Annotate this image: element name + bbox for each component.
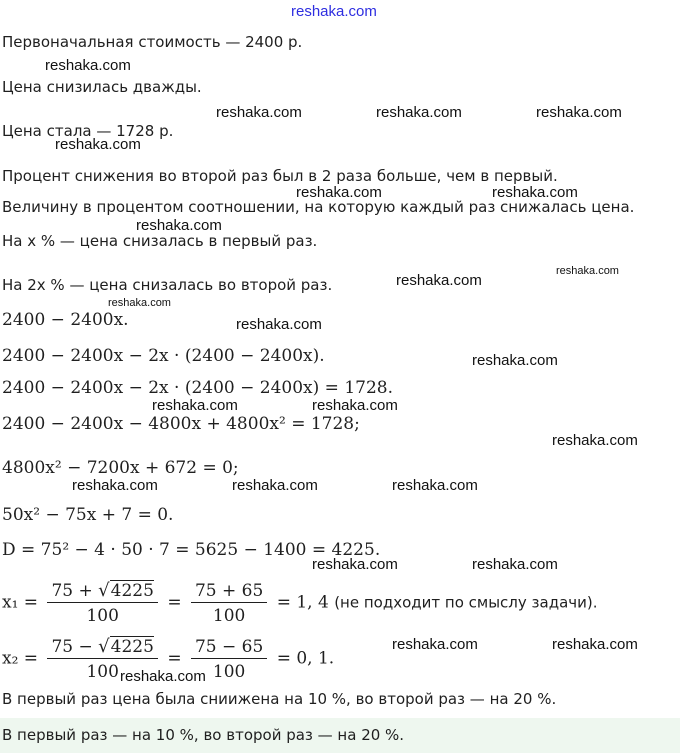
- watermark[interactable]: reshaka.com: [136, 217, 222, 234]
- root-x2-numerator-numeric: 75 − 65: [191, 637, 267, 659]
- root-x2-row: [2, 636, 334, 682]
- root-x2-fraction: [47, 636, 157, 682]
- root-x2-numerator: 75 −: [51, 637, 93, 657]
- root-x1-denominator: 100: [86, 606, 119, 626]
- watermark[interactable]: reshaka.com: [312, 397, 398, 414]
- watermark[interactable]: reshaka.com: [392, 636, 478, 653]
- root-x1-equals: =: [167, 592, 182, 613]
- text-line-final-price: Цена стала — 1728 р.: [2, 122, 174, 140]
- root-x2-radicand: 4225: [110, 637, 154, 657]
- conclusion-text: В первый раз цена была сниижена на 10 %, во второй раз — на 20 %.: [2, 690, 557, 708]
- equation-setup: 2400 − 2400x − 2x · (2400 − 2400x) = 1728.: [2, 378, 393, 398]
- watermark[interactable]: reshaka.com: [536, 104, 622, 121]
- root-x2-result: = 0, 1.: [276, 648, 335, 669]
- root-x1-note: (не подходит по смыслу задачи).: [334, 593, 598, 612]
- root-x2-fraction-numeric: [191, 637, 267, 682]
- watermark[interactable]: reshaka.com: [556, 265, 619, 277]
- equation-second-price: 2400 − 2400x − 2x · (2400 − 2400x).: [2, 346, 325, 366]
- root-x2-denominator-numeric: 100: [212, 661, 246, 682]
- watermark[interactable]: reshaka.com: [108, 297, 171, 309]
- sqrt-icon: √: [98, 580, 110, 601]
- watermark[interactable]: reshaka.com: [120, 668, 206, 685]
- watermark[interactable]: reshaka.com: [152, 397, 238, 414]
- root-x2-equals: =: [167, 648, 182, 669]
- watermark[interactable]: reshaka.com: [472, 352, 558, 369]
- text-line-second-drop: На 2x % — цена снизалась во второй раз.: [2, 276, 333, 294]
- watermark[interactable]: reshaka.com: [72, 477, 158, 494]
- root-x1-radicand: 4225: [110, 581, 154, 601]
- root-x1-fraction-numeric: [191, 581, 267, 626]
- text-line-percent-value: Величину в процентом соотношении, на которую каждый раз снижалась цена.: [2, 198, 635, 216]
- text-line-initial-cost: Первоначальная стоимость — 2400 р.: [2, 33, 303, 51]
- root-x1-result: = 1, 4: [276, 592, 329, 613]
- text-line-first-drop: На x % — цена снизалась в первый раз.: [2, 232, 318, 250]
- root-x2-denominator: 100: [86, 662, 119, 682]
- text-line-price-dropped-twice: Цена снизилась дважды.: [2, 78, 202, 96]
- root-x1-row: [2, 580, 598, 626]
- equation-discriminant: D = 75² − 4 · 50 · 7 = 5625 − 1400 = 4225.: [2, 540, 381, 560]
- root-x1-fraction: [47, 580, 157, 626]
- answer-box: [0, 718, 680, 753]
- watermark[interactable]: reshaka.com: [296, 184, 382, 201]
- equation-expanded: 2400 − 2400x − 4800x + 4800x² = 1728;: [2, 414, 360, 434]
- equation-first-price: 2400 − 2400x.: [2, 310, 129, 330]
- text-line-second-drop-double: Процент снижения во второй раз был в 2 раза больше, чем в первый.: [2, 167, 558, 185]
- root-x1-lhs: x₁ =: [2, 592, 39, 613]
- watermark[interactable]: reshaka.com: [291, 3, 377, 20]
- sqrt-icon: √: [98, 636, 110, 657]
- watermark[interactable]: reshaka.com: [492, 184, 578, 201]
- watermark[interactable]: reshaka.com: [45, 57, 131, 74]
- watermark[interactable]: reshaka.com: [552, 432, 638, 449]
- watermark[interactable]: reshaka.com: [312, 556, 398, 573]
- watermark[interactable]: reshaka.com: [552, 636, 638, 653]
- root-x1-numerator-numeric: 75 + 65: [191, 581, 267, 603]
- root-x2-lhs: x₂ =: [2, 648, 39, 669]
- watermark[interactable]: reshaka.com: [216, 104, 302, 121]
- root-x1-numerator: 75 +: [51, 581, 93, 601]
- root-x1-denominator-numeric: 100: [212, 605, 246, 626]
- watermark[interactable]: reshaka.com: [392, 477, 478, 494]
- watermark[interactable]: reshaka.com: [55, 136, 141, 153]
- watermark[interactable]: reshaka.com: [236, 316, 322, 333]
- answer-text: В первый раз — на 10 %, во второй раз — на 20 %.: [2, 726, 405, 744]
- watermark[interactable]: reshaka.com: [232, 477, 318, 494]
- watermark[interactable]: reshaka.com: [472, 556, 558, 573]
- watermark[interactable]: reshaka.com: [396, 272, 482, 289]
- watermark[interactable]: reshaka.com: [376, 104, 462, 121]
- equation-quadratic: 4800x² − 7200x + 672 = 0;: [2, 458, 239, 478]
- equation-simplified: 50x² − 75x + 7 = 0.: [2, 505, 174, 525]
